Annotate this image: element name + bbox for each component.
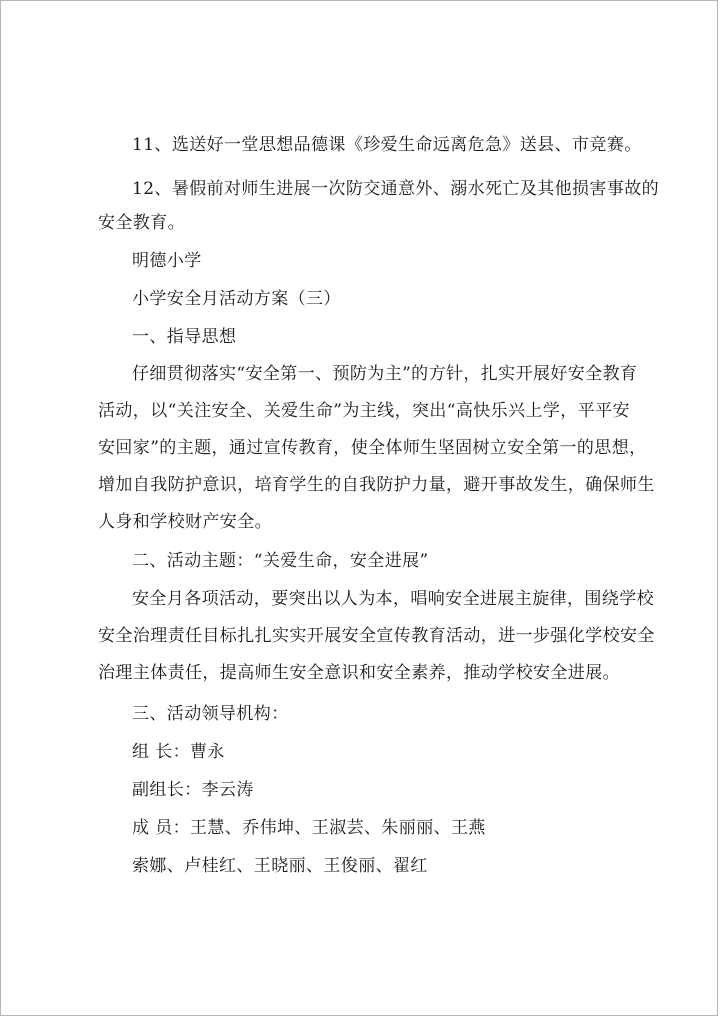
section-heading-activity-theme: 二、活动主题：“关爱生命，安全进展” (132, 551, 429, 571)
section1-text-line-2: 活动，以“关注安全、关爱生命”为主线，突出“高快乐兴上学，平平安 (98, 401, 630, 421)
school-name: 明德小学 (132, 251, 202, 271)
section2-text-line-1: 安全月各项活动，要突出以人为本，唱响安全进展主旋律，围绕学校 (132, 589, 654, 609)
section1-text-line-4: 增加自我防护意识，培育学生的自我防护力量，避开事故发生，确保师生 (98, 475, 655, 495)
section-heading-guiding-thought: 一、指导思想 (132, 327, 237, 347)
paragraph-item-12-line-1: 12、暑假前对师生进展一次防交通意外、溺水死亡及其他损害事故的 (132, 179, 660, 199)
paragraph-item-11: 11、选送好一堂思想品德课《珍爱生命远离危急》送县、市竞赛。 (132, 135, 642, 155)
members-line-1: 成 员：王慧、乔伟坤、王淑芸、朱丽丽、王燕 (132, 818, 486, 838)
section2-text-line-2: 安全治理责任目标扎扎实实开展安全宣传教育活动，进一步强化学校安全 (98, 626, 655, 646)
leader-line: 组 长：曹永 (132, 742, 225, 762)
section1-text-line-5: 人身和学校财产安全。 (98, 512, 272, 532)
section1-text-line-1: 仔细贯彻落实“安全第一、预防为主”的方针，扎实开展好安全教育 (132, 364, 638, 384)
section-heading-leadership: 三、活动领导机构： (132, 704, 289, 724)
paragraph-item-12-line-2: 安全教育。 (98, 213, 185, 233)
deputy-leader-line: 副组长：李云涛 (132, 780, 254, 800)
section1-text-line-3: 安回家”的主题，通过宣传教育，使全体师生坚固树立安全第一的思想， (98, 438, 647, 458)
section2-text-line-3: 治理主体责任，提高师生安全意识和安全素养，推动学校安全进展。 (98, 663, 620, 683)
document-title: 小学安全月活动方案（三） (132, 289, 341, 309)
members-line-2: 索娜、卢桂红、王晓丽、王俊丽、翟红 (132, 856, 428, 876)
